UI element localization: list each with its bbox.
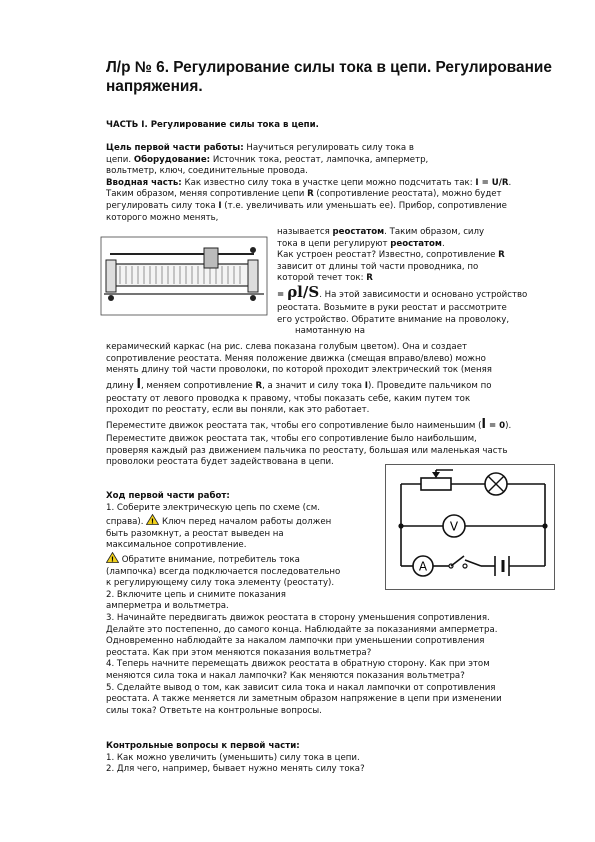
circuit-diagram — [385, 464, 555, 590]
warning-icon — [106, 552, 119, 563]
svg-text:!: ! — [151, 517, 155, 526]
formula-resistance: ρl/S — [287, 282, 320, 301]
goal-label: Цель первой части работы: — [106, 143, 244, 153]
svg-text:!: ! — [110, 555, 115, 563]
questions-section — [106, 741, 536, 776]
rheostat-description: называется реостатом. Таким образом, силу тока в цепи регулируют реостатом. Как устроен реостат? Известно, сопротивление R зависит от длины той части проводника, по которой течет ток: R = ρl/S. На этой зависимости и основано устройство реостата. Возьмите в руки реостат и рассмотрите его устройство. Обратите внимание на проволоку, намотанную на — [277, 227, 528, 337]
warning-icon — [146, 514, 159, 525]
procedure-section: Ход первой части работ: 1. Соберите электрическую цепь по схеме (см. справа). ! Ключ перед началом работы должен быть разомкнут, а реостат выведен на максимальное сопротивление. ! Обратите внимание, потребитель тока (лампочка) всегда подключается последовательно к регулирующему силу тока элементу (реостату). 2. Включите цепь и снимите показания амперметра и вольтметра. 3. Начинайте передвигать движок реостата в сторону уменьшения сопротивления. Делайте это постепенно, до самого конца. Наблюдайте за показаниями амперметра. Одновременно наблюдайте за накалом лампочки при уменьшении сопротивления реостата. Как при этом меняются показания вольтметра? 4. Теперь начните перемещать движок реостата в обратную сторону. Как при этом меняются сила тока и накал лампочки? Как меняются показания вольтметра? 5. Сделайте вывод о том, как зависит сила тока и накал лампочки от сопротивления реостата. А также меняется ли заметным образом напряжение в цепи при изменении силы тока? Ответьте на контрольные вопросы. — [106, 491, 536, 717]
body-text: керамический каркас (на рис. слева показана голубым цветом). Она и создает сопротивление реостата. Меняя положение движка (смещая вправо/влево) можно менять длину той части проволоки, по которой проходит электрический ток (меняя длину l, меняем сопротивление R, а значит и силу тока I). Проведите пальчиком по реостату от левого проводка к правому, чтобы показать себе, каким путем ток проходит по реостату, если вы поняли, как это работает. Переместите движок реостата так, чтобы его сопротивление было наименьшим (l = 0). Переместите движок реостата так, чтобы его сопротивление было наибольшим, проверяя каждый раз движением пальчика по реостату, большая или маленькая часть проволоки реостата будет задействована в цепи. — [106, 342, 512, 468]
part-heading: ЧАСТЬ I. Регулирование силы тока в цепи. — [106, 120, 319, 130]
question-2: 2. Для чего, например, бывает нужно менять силу тока? — [106, 764, 365, 775]
procedure-heading: Ход первой части работ: — [106, 491, 230, 501]
question-1: 1. Как можно увеличить (уменьшить) силу тока в цепи. — [106, 752, 360, 763]
goal-section: Цель первой части работы: Научиться регулировать силу тока в цепи. Оборудование: Источник тока, реостат, лампочка, амперметр, вольтметр, ключ, соединительные провода. Вводная часть: Как известно силу тока в участке цепи можно подсчитать так: I = U/R. Таким образом, меняя сопротивление цепи R (сопротивление реостата), можно будет регулировать силу тока I (т.е. увеличивать или уменьшать ее). Прибор, сопротивление которого можно менять, — [106, 143, 512, 223]
voltmeter-symbol: V — [449, 519, 459, 534]
intro-label: Вводная часть: — [106, 177, 182, 188]
formula-ohm: I = U/R — [475, 177, 509, 188]
title-line-1: Л/р № 6. Регулирование силы тока в цепи. Регулирование — [106, 59, 552, 76]
questions-heading: Контрольные вопросы к первой части: — [106, 741, 300, 751]
ammeter-symbol: A — [418, 559, 428, 574]
page-title — [106, 58, 552, 96]
equipment-label: Оборудование: — [133, 154, 211, 165]
rheostat-image — [100, 236, 268, 316]
title-line-2: напряжения. — [106, 78, 203, 95]
